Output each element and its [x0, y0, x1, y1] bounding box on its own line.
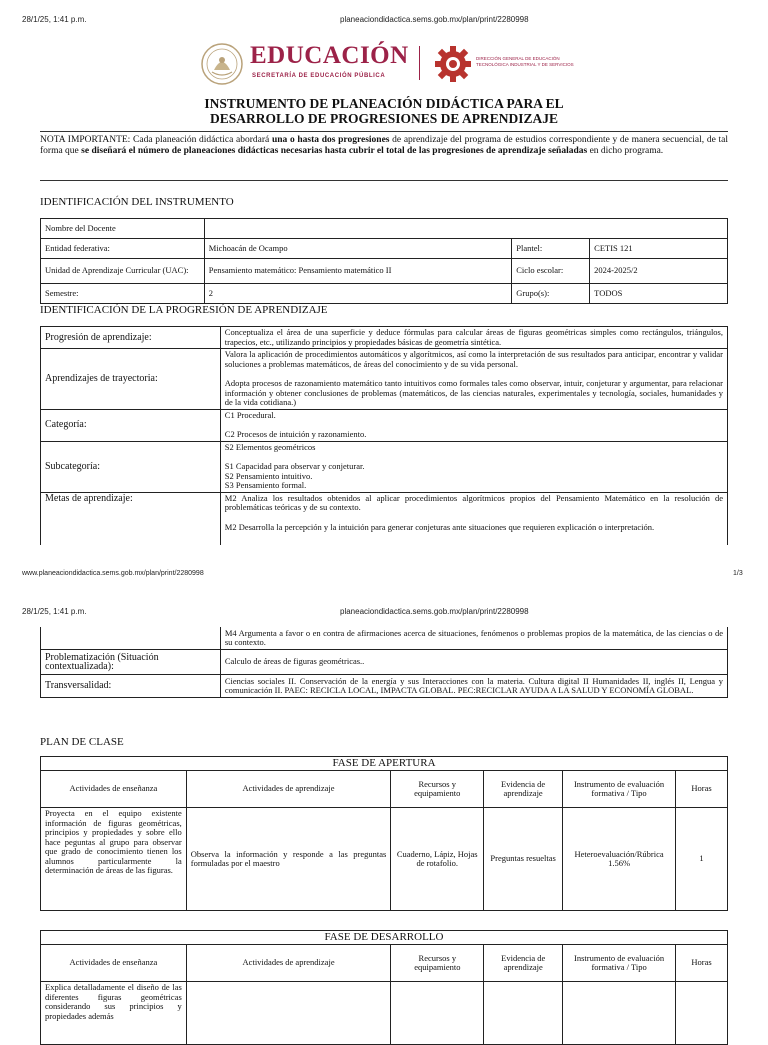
educacion-logo-text: EDUCACIÓN: [250, 42, 409, 69]
metas-value-continued: M4 Argumenta a favor o en contra de afirmaciones acerca de situaciones, fenómenos o problemas propios de la matemática, de las ciencias o de su contexto.: [220, 627, 727, 650]
print-url: planeaciondidactica.sems.gob.mx/plan/print/2280998: [340, 607, 529, 616]
table-row: [41, 675, 728, 698]
table-row: [41, 441, 728, 492]
progression-table: [40, 326, 728, 545]
grupo-value: TODOS: [590, 284, 728, 304]
mexico-seal-icon: [200, 42, 244, 86]
document-title: INSTRUMENTO DE PLANEACIÓN DIDÁCTICA PARA EL DESARROLLO DE PROGRESIONES DE APRENDIZAJE: [204, 96, 564, 126]
uac-value: Pensamiento matemático: Pensamiento matemático II: [204, 259, 511, 284]
categoria-label: Categoría:: [41, 409, 221, 441]
apertura-aprendizaje: Observa la información y responde a las preguntas formuladas por el maestro: [186, 808, 391, 911]
entidad-label: Entidad federativa:: [41, 239, 205, 259]
col-instrumento: Instrumento de evaluación formativa / Tipo: [563, 771, 676, 808]
title-rule: [40, 131, 728, 132]
table-row: [41, 931, 728, 945]
table-row: [41, 219, 728, 239]
col-recursos: Recursos y equipamiento: [391, 771, 484, 808]
semestre-label: Semestre:: [41, 284, 205, 304]
table-row: [41, 945, 728, 982]
print-header-page2: [0, 607, 768, 621]
table-row: [41, 982, 728, 1045]
metas-value: M2 Analiza los resultados obtenidos al aplicar procedimientos algorítmicos propios del Pensamiento Matemático en la resolución de problemáticas teóricas y de su contexto. M2 Desarrolla la percepción y la intuición para generar conjeturas ante situaciones que requieren explicación o interpretación.: [220, 492, 727, 545]
transversalidad-label: Transversalidad:: [41, 675, 221, 698]
docente-value: [204, 219, 727, 239]
col-horas: Horas: [676, 945, 728, 982]
apertura-instrumento: Heteroevaluación/Rúbrica 1.56%: [563, 808, 676, 911]
col-aprendizaje: Actividades de aprendizaje: [186, 945, 391, 982]
print-datetime: 28/1/25, 1:41 p.m.: [22, 15, 87, 24]
problematizacion-value: Calculo de áreas de figuras geométricas..: [220, 650, 727, 675]
print-datetime: 28/1/25, 1:41 p.m.: [22, 607, 87, 616]
plantel-label: Plantel:: [512, 239, 590, 259]
docente-label: Nombre del Docente: [41, 219, 205, 239]
grupo-label: Grupo(s):: [512, 284, 590, 304]
subcategoria-value: S2 Elementos geométricos S1 Capacidad para observar y conjeturar. S2 Pensamiento intuitivo. S3 Pensamiento formal.: [220, 441, 727, 492]
progresion-label: Progresión de aprendizaje:: [41, 327, 221, 349]
logo-banner: [0, 40, 768, 92]
table-row: [41, 627, 728, 650]
dgeti-logo-text: DIRECCIÓN GENERAL DE EDUCACIÓN TECNOLÓGICA INDUSTRIAL Y DE SERVICIOS: [476, 56, 574, 67]
ciclo-label: Ciclo escolar:: [512, 259, 590, 284]
desarrollo-title: FASE DE DESARROLLO: [41, 931, 728, 945]
col-instrumento: Instrumento de evaluación formativa / Tipo: [563, 945, 676, 982]
semestre-value: 2: [204, 284, 511, 304]
apertura-evidencia: Preguntas resueltas: [484, 808, 563, 911]
transversalidad-value: Ciencias sociales II. Conservación de la energía y sus Interacciones con la materia. Cultura digital II Humanidades II, inglés II, Lengua y comunicación II. PAEC: RECICLA LOCAL, IMPACTA GLOBAL. PEC:RECICLAR AYUDA A LA SALUD Y ECONOMÍA GLOBAL.: [220, 675, 727, 698]
col-evidencia: Evidencia de aprendizaje: [484, 945, 563, 982]
identification-heading: IDENTIFICACIÓN DEL INSTRUMENTO: [40, 196, 234, 208]
table-row: [41, 284, 728, 304]
table-row: [41, 349, 728, 410]
categoria-value: C1 Procedural. C2 Procesos de intuición y razonamiento.: [220, 409, 727, 441]
desarrollo-table: [40, 930, 728, 1045]
dgeti-gear-icon: [434, 44, 472, 84]
table-row: [41, 808, 728, 911]
note-rule: [40, 180, 728, 181]
col-recursos: Recursos y equipamiento: [391, 945, 484, 982]
print-footer: [0, 570, 768, 582]
entidad-value: Michoacán de Ocampo: [204, 239, 511, 259]
table-row: [41, 259, 728, 284]
col-evidencia: Evidencia de aprendizaje: [484, 771, 563, 808]
uac-label: Unidad de Aprendizaje Curricular (UAC):: [41, 259, 205, 284]
metas-label: Metas de aprendizaje:: [41, 492, 221, 545]
identification-table: [40, 218, 728, 304]
table-row: [41, 757, 728, 771]
table-row: [41, 239, 728, 259]
table-row: [41, 492, 728, 545]
apertura-ensenanza: Proyecta en el equipo existente información de figuras geométricas, principios y propiedades y sobre ello hace peguntas al grupo para observar que grado de conocimiento tienen los alumnos particularmente la determinación de áreas de las figuras.: [41, 808, 187, 911]
apertura-horas: 1: [676, 808, 728, 911]
table-row: [41, 771, 728, 808]
apertura-recursos: Cuaderno, Lápiz, Hojas de rotafolio.: [391, 808, 484, 911]
col-aprendizaje: Actividades de aprendizaje: [186, 771, 391, 808]
print-url: planeaciondidactica.sems.gob.mx/plan/print/2280998: [340, 15, 529, 24]
progresion-value: Conceptualiza el área de una superficie y deduce fórmulas para calcular áreas de figuras geométricas simples como rectángulos, triángulos, trapecios, etc., utilizando principios y propiedades básicas de geometría sintética.: [220, 327, 727, 349]
progression-heading: IDENTIFICACIÓN DE LA PROGRESIÓN DE APRENDIZAJE: [40, 304, 328, 316]
table-row: [41, 409, 728, 441]
logo-divider: [419, 46, 420, 80]
table-row: [41, 327, 728, 349]
ciclo-value: 2024-2025/2: [590, 259, 728, 284]
page-number: 1/3: [733, 570, 743, 577]
table-row: [41, 650, 728, 675]
trayectoria-label: Aprendizajes de trayectoria:: [41, 349, 221, 410]
desarrollo-ensenanza: Explica detalladamente el diseño de las diferentes figuras geométricas considerando sus principios y propiedades además: [41, 982, 187, 1045]
apertura-title: FASE DE APERTURA: [41, 757, 728, 771]
footer-url: www.planeaciondidactica.sems.gob.mx/plan/print/2280998: [22, 570, 204, 577]
plantel-value: CETIS 121: [590, 239, 728, 259]
trayectoria-value: Valora la aplicación de procedimientos automáticos y algorítmicos, así como la interpretación de sus resultados para anticipar, encontrar y validar soluciones a problemas matemáticos, de áreas del conocimiento y de su vida personal. Adopta procesos de razonamiento matemático tanto intuitivos como formales tales como observar, intuir, conjeturar y argumentar, para relacionar información y obtener conclusiones de problemas (matemáticos, de las ciencias naturales, experimentales y tecnología, sociales, humanidades y de la vida cotidiana.): [220, 349, 727, 410]
col-ensenanza: Actividades de enseñanza: [41, 771, 187, 808]
important-note: NOTA IMPORTANTE: Cada planeación didáctica abordará una o hasta dos progresiones de aprendizaje del programa de estudios correspondiente y de manera secuencial, de tal forma que se diseñará el número de planeaciones didácticas necesarias hasta cubrir el total de las progresiones de aprendizaje señaladas en dicho programa.: [40, 135, 728, 156]
subcategoria-label: Subcategoría:: [41, 441, 221, 492]
apertura-table: [40, 756, 728, 911]
print-header: [0, 15, 768, 29]
col-ensenanza: Actividades de enseñanza: [41, 945, 187, 982]
plan-heading: PLAN DE CLASE: [40, 736, 124, 748]
secretaria-logo-text: SECRETARÍA DE EDUCACIÓN PÚBLICA: [252, 73, 386, 79]
progression-table-continued: [40, 627, 728, 698]
problematizacion-label: Problematización (Situación contextualizada):: [41, 650, 221, 675]
col-horas: Horas: [676, 771, 728, 808]
